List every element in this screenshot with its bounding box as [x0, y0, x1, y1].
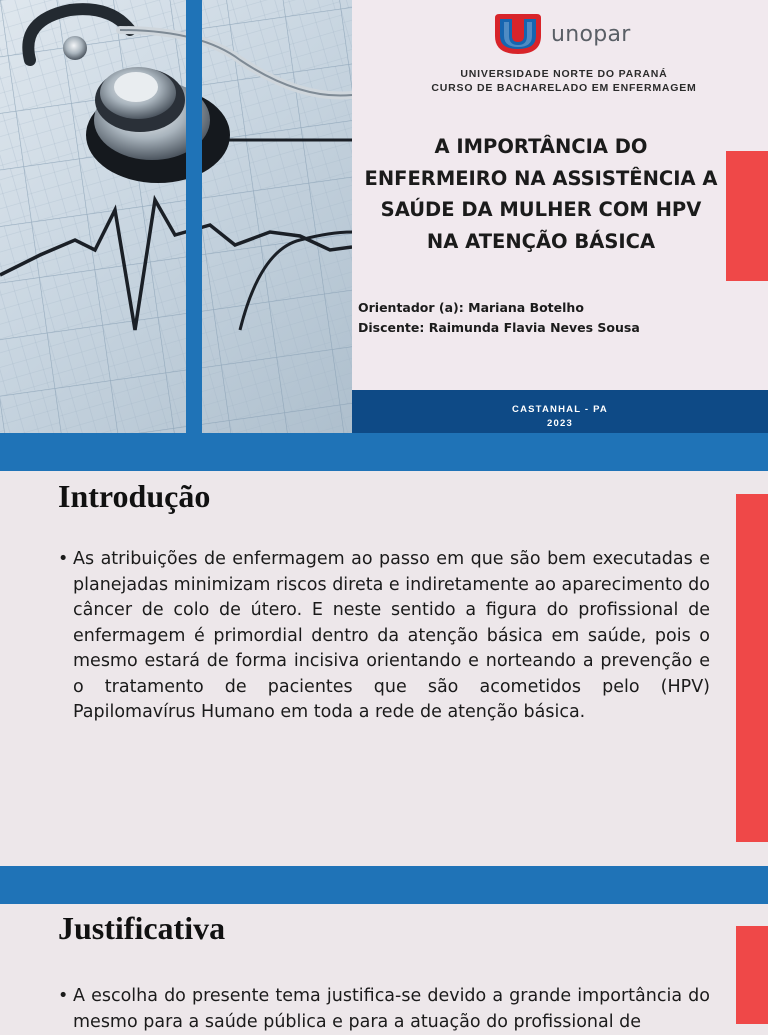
bullet-paragraph [58, 547, 710, 726]
red-accent-block [736, 926, 768, 1024]
stethoscope-ecg-photo [0, 0, 352, 433]
vertical-blue-bar [186, 0, 202, 433]
presentation-title [355, 131, 727, 257]
ecg-grid-image [0, 0, 352, 433]
logo-wordmark: unopar [551, 22, 631, 47]
bullet-paragraph [58, 984, 710, 1035]
red-accent-block [726, 151, 768, 281]
paragraph-text: A escolha do presente tema justifica-se devido a grande importância do mesmo para a saúde pública e para a atuação do profissional de [73, 986, 710, 1032]
unopar-logo-mark [493, 14, 543, 54]
footer-city: CASTANHAL - PA [512, 404, 608, 415]
title-line: NA ATENÇÃO BÁSICA [426, 229, 656, 253]
institution-name: UNIVERSIDADE NORTE DO PARANÁ [460, 68, 668, 80]
authors [358, 298, 640, 338]
footer-year: 2023 [547, 418, 573, 429]
course-name: CURSO DE BACHARELADO EM ENFERMAGEM [431, 82, 697, 94]
slide-separator-band [0, 866, 768, 904]
slide-separator-band [0, 433, 768, 471]
student-name: Discente: Raimunda Flavia Neves Sousa [358, 320, 640, 335]
advisor-name: Orientador (a): Mariana Botelho [358, 300, 584, 315]
bullet-icon: • [58, 986, 69, 1006]
paragraph-text: As atribuições de enfermagem ao passo em que são bem executadas e planejadas minimizam riscos direta e indiretamente ao aparecimento do câncer de colo de útero. E neste sentido a figura do profissional de enfermagem é primordial dentro da atenção básica em saúde, pois o mesmo estará de forma incisiva orientando e norteando a prevenção e o tratamento de pacientes que são acometidos pelo (HPV) Papilomavírus Humano em toda a rede de atenção básica. [73, 549, 710, 722]
title-line: ENFERMEIRO NA ASSISTÊNCIA A [364, 166, 718, 190]
bullet-icon: • [58, 549, 69, 569]
unopar-logo [493, 14, 653, 58]
slide-heading: Justificativa [58, 910, 226, 946]
title-slide [0, 0, 768, 433]
red-accent-block [736, 494, 768, 842]
title-line: SAÚDE DA MULHER COM HPV [380, 198, 702, 221]
title-line: A IMPORTÂNCIA DO [434, 135, 648, 158]
slide-heading: Introdução [58, 478, 211, 514]
